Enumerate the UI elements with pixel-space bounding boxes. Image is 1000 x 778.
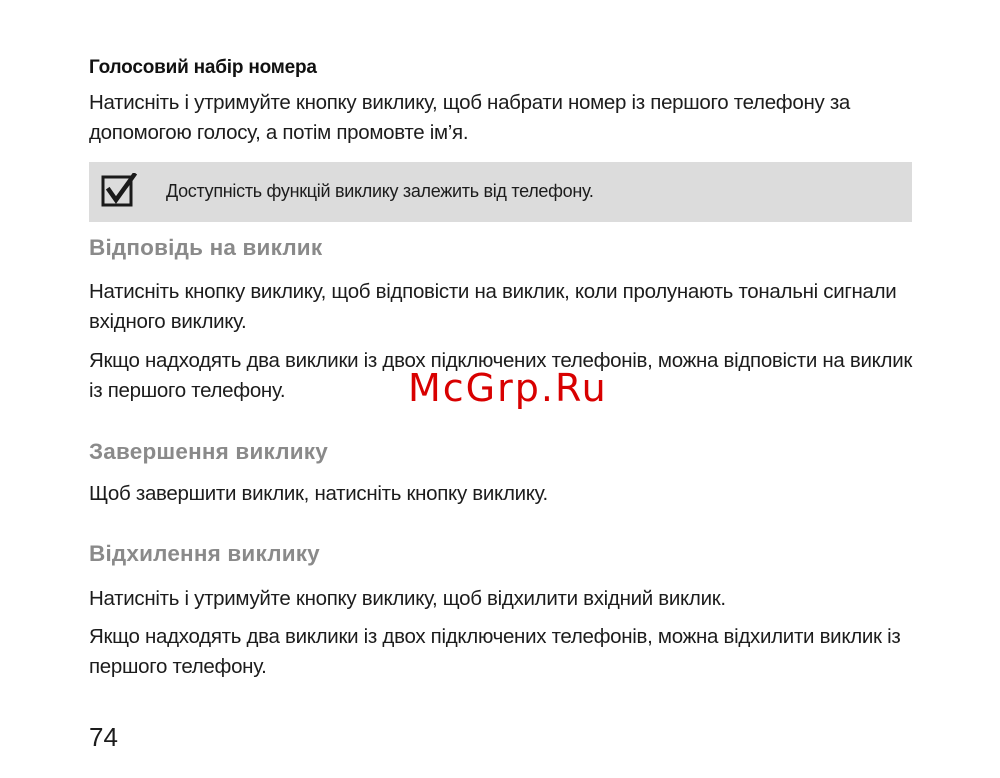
reject-call-paragraph-2: Якщо надходять два виклики із двох підключених телефонів, можна відхилити виклик із першого телефону. xyxy=(89,625,901,678)
answer-call-heading: Відповідь на виклик xyxy=(89,235,323,260)
reject-call-heading: Відхилення виклику xyxy=(89,541,320,566)
page-number: 74 xyxy=(89,722,118,752)
voice-dial-heading: Голосовий набір номера xyxy=(89,57,317,78)
answer-call-paragraph-2: Якщо надходять два виклики із двох підключених телефонів, можна відповісти на виклик із першого телефону. xyxy=(89,349,913,402)
voice-dial-paragraph: Натисніть і утримуйте кнопку виклику, щоб набрати номер із першого телефону за допомогою голосу, а потім промовте ім’я. xyxy=(89,91,851,144)
note-text: Доступність функцій виклику залежить від телефону. xyxy=(166,181,594,201)
watermark: McGrp.Ru xyxy=(408,366,608,410)
reject-call-paragraph-1: Натисніть і утримуйте кнопку виклику, щоб відхилити вхідний виклик. xyxy=(89,587,726,610)
checkbox-check-icon xyxy=(101,173,137,209)
end-call-paragraph: Щоб завершити виклик, натисніть кнопку виклику. xyxy=(89,482,548,505)
note-box xyxy=(89,162,912,222)
end-call-heading: Завершення виклику xyxy=(89,439,328,464)
answer-call-paragraph-1: Натисніть кнопку виклику, щоб відповісти на виклик, коли пролунають тональні сигнали вхідного виклику. xyxy=(89,280,897,333)
